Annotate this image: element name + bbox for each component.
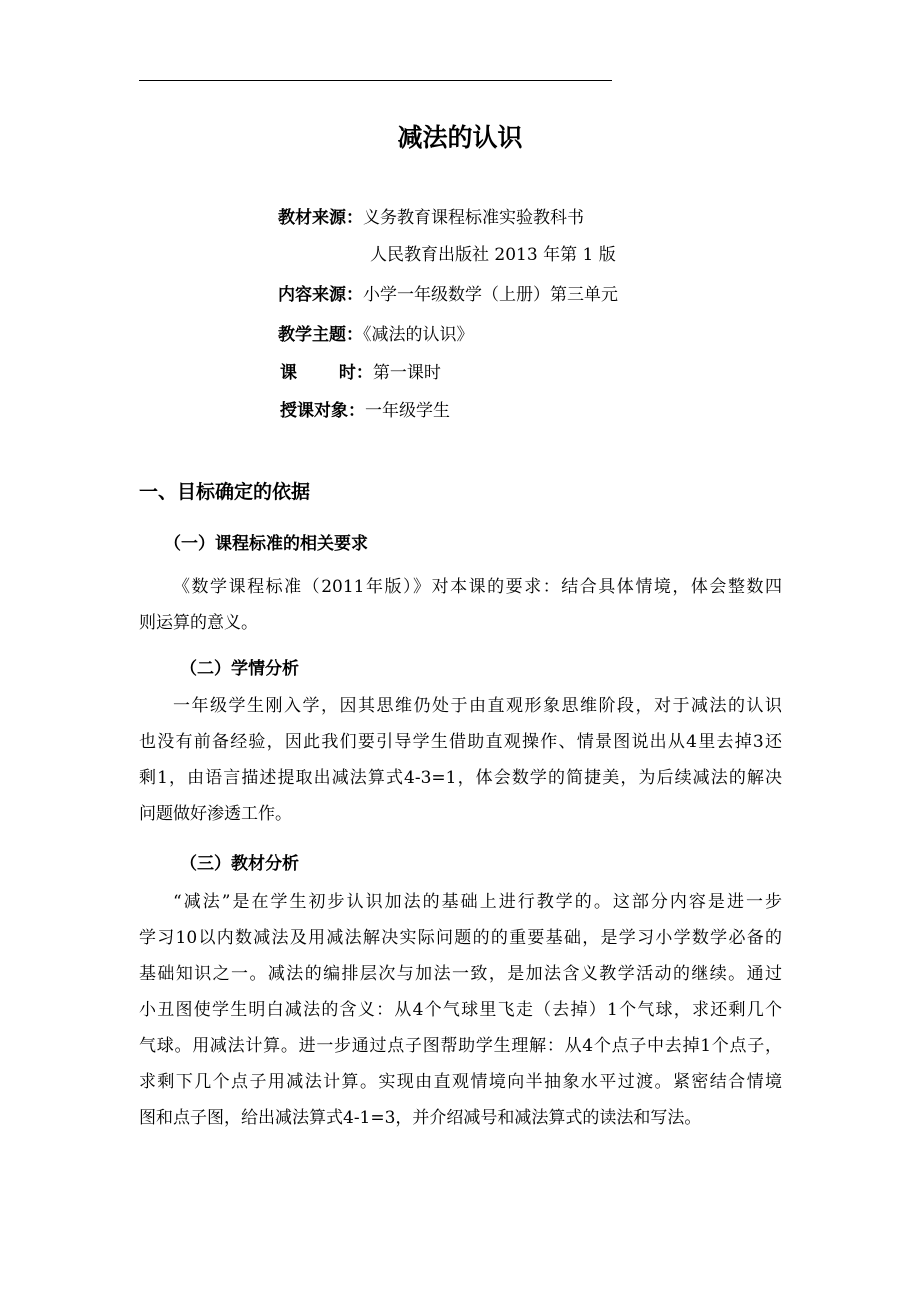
paragraph-students — [139, 688, 782, 832]
paragraph-line: 剩1，由语言描述提取出减法算式4-3=1，体会数学的简捷美，为后续减法的解决 — [139, 768, 782, 788]
paragraph-line: 一年级学生刚入学，因其思维仍处于由直观形象思维阶段，对于减法的认识 — [173, 696, 782, 716]
meta-source — [278, 203, 584, 228]
meta-period-value: 第一课时 — [372, 363, 441, 383]
page-title: 减法的认识 — [397, 123, 523, 152]
meta-content-value: 小学一年级数学（上册）第三单元 — [363, 285, 618, 305]
paragraph-textbook — [139, 884, 782, 1136]
paragraph-line: 求剩下几个点子用减法计算。实现由直观情境向半抽象水平过渡。紧密结合情境 — [139, 1072, 782, 1092]
meta-content-label: 内容来源： — [278, 285, 363, 305]
meta-source-line2: 人民教育出版社 2013 年第 1 版 — [370, 245, 616, 265]
paragraph-line: 小丑图使学生明白减法的含义：从4个气球里飞走（去掉）1个气球，求还剩几个 — [139, 1000, 782, 1020]
paragraph-line: 学习10以内数减法及用减法解决实际问题的的重要基础，是学习小学数学必备的 — [139, 928, 782, 948]
paragraph-line: 基础知识之一。减法的编排层次与加法一致，是加法含义教学活动的继续。通过 — [139, 964, 782, 984]
meta-period-label: 课 时： — [280, 363, 373, 383]
meta-topic-label: 教学主题： — [278, 325, 363, 345]
paragraph-line: 图和点子图，给出减法算式4-1=3，并介绍减号和减法算式的读法和写法。 — [139, 1108, 702, 1128]
meta-audience-label: 授课对象： — [280, 401, 365, 421]
meta-topic-value: 《减法的认识》 — [363, 325, 474, 345]
subsection-heading: （二）学情分析 — [180, 659, 299, 679]
paragraph-line: 也没有前备经验，因此我们要引导学生借助直观操作、情景图说出从4里去掉3还 — [139, 732, 782, 752]
paragraph-line: “减法”是在学生初步认识加法的基础上进行教学的。这部分内容是进一步 — [173, 892, 782, 912]
meta-period — [280, 358, 441, 383]
meta-audience-value: 一年级学生 — [365, 401, 450, 421]
meta-topic — [278, 320, 474, 345]
paragraph-line: 《数学课程标准（2011年版）》对本课的要求：结合具体情境，体会整数四 — [173, 577, 782, 597]
header-rule — [139, 80, 612, 81]
meta-audience — [280, 396, 450, 421]
meta-content — [278, 280, 618, 305]
section-heading: 一、目标确定的依据 — [139, 481, 311, 503]
meta-source-label: 教材来源： — [278, 208, 363, 228]
paragraph-standard — [139, 569, 782, 641]
paragraph-line: 问题做好渗透工作。 — [139, 804, 292, 824]
subsection-heading: （一）课程标准的相关要求 — [164, 534, 368, 554]
meta-source-line1: 义务教育课程标准实验教科书 — [363, 208, 584, 228]
subsection-heading: （三）教材分析 — [180, 854, 299, 874]
paragraph-line: 气球。用减法计算。进一步通过点子图帮助学生理解：从4个点子中去掉1个点子， — [139, 1036, 782, 1056]
paragraph-line: 则运算的意义。 — [139, 613, 258, 633]
